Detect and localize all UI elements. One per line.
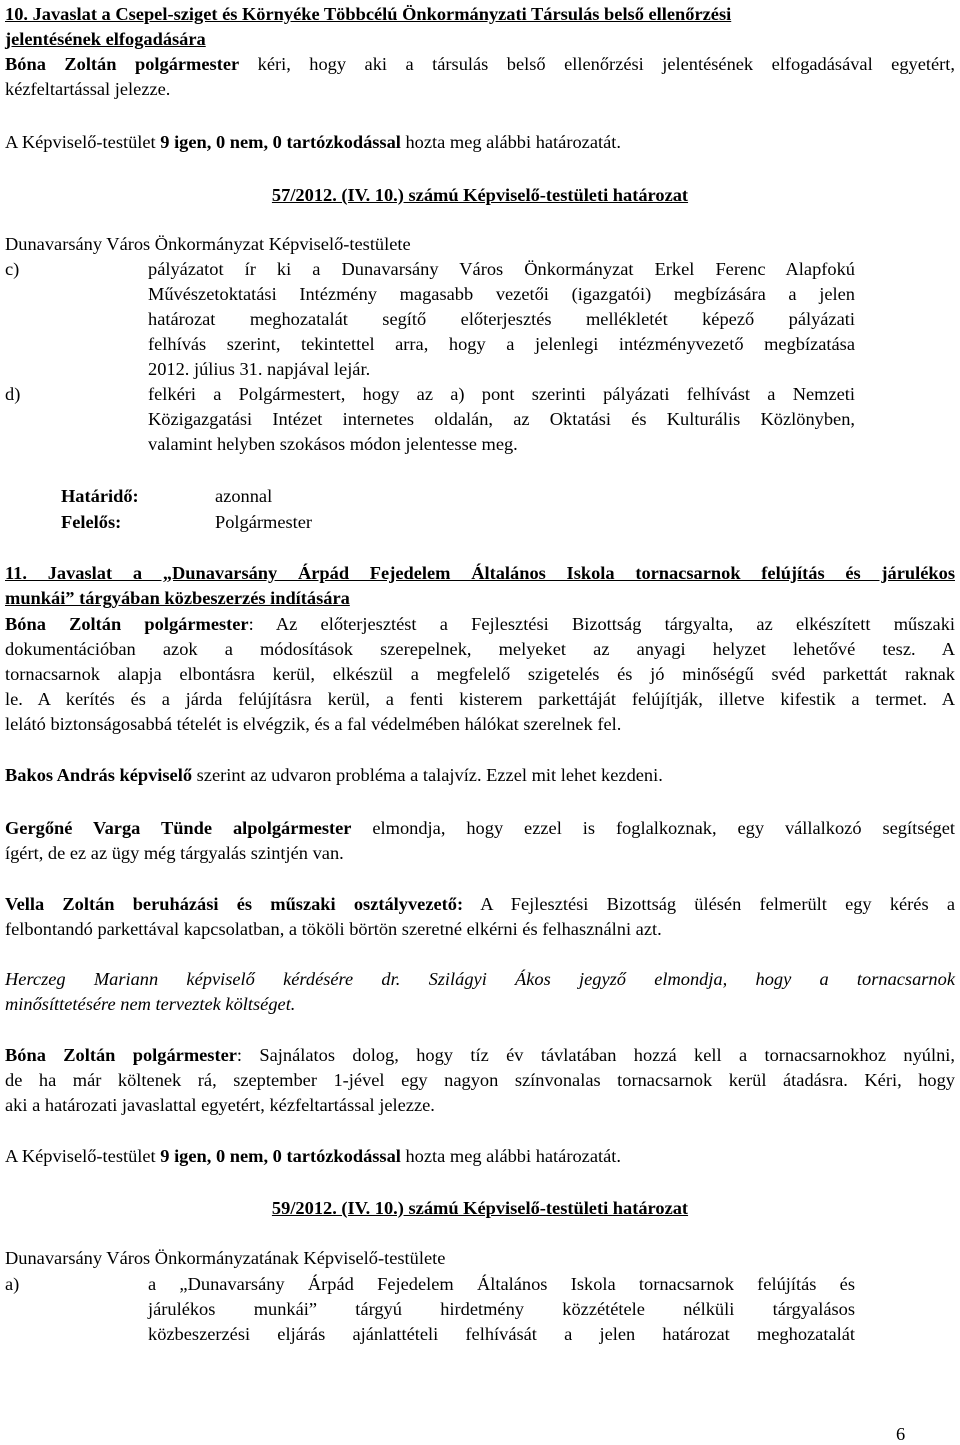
item11-p1-line: lelátó biztonságosabbá tételét is elvégzik, és a fal védelmében hálókat szerelnek fel. — [5, 714, 622, 734]
point-c-line: 2012. július 31. napjával lejár. — [148, 359, 371, 379]
deadline-label: Határidő: — [61, 486, 139, 506]
item11-p1-line: dokumentációban azok a módosítások szerepelnek, melyeket az anyagi helyzet lehetővé tesz. A — [5, 639, 955, 659]
point-c-line: határozat meghozatalát segítő előterjesztés mellékletét képező pályázati — [148, 309, 855, 329]
item11-p2 — [5, 764, 663, 786]
speaker: Bóna Zoltán polgármester — [5, 1045, 237, 1065]
item11-p4-line1 — [5, 893, 955, 915]
speaker: Bakos András képviselő — [5, 765, 193, 785]
text: : Sajnálatos dolog, hogy tíz év távlatában hozzá kell a tornacsarnokhoz nyúlni, — [236, 1045, 955, 1065]
item11-p6-line2: de ha már költenek rá, szeptember 1-jével egy nagyon színvonalas tornacsarnok kerül átadásra. Kéri, hogy — [5, 1070, 955, 1090]
item11-p4-line2: felbontandó parkettával kapcsolatban, a tököli börtön szeretné elkérni és felhasználni azt. — [5, 919, 662, 939]
point-c-line: felhívás szerint, tekintettel arra, hogy a jelenlegi intézményvezető megbízatása — [148, 334, 855, 354]
speaker: Gergőné Varga Tünde alpolgármester — [5, 818, 352, 838]
vote-pre: A Képviselő-testület — [5, 1146, 161, 1166]
point-a-line: járulékos munkái” tárgyú hirdetmény közzététele nélküli tárgyalásos — [148, 1299, 855, 1319]
deadline-value: azonnal — [215, 486, 273, 506]
item11-p1-line: tornacsarnok alapja elbontásra kerül, elkészül a megfelelő szigetelés és jó minőségű svéd parkettát raknak — [5, 664, 955, 684]
point-d-line: felkéri a Polgármestert, hogy az a) pont szerinti pályázati felhívást a Nemzeti — [148, 384, 855, 404]
text: kéri, hogy aki a társulás belső ellenőrzési jelentésének elfogadásával egyetért, — [239, 54, 955, 74]
point-c-line: Művészetoktatási Intézmény magasabb vezetői (igazgatói) megbízására a jelen — [148, 284, 855, 304]
item11-p5-line2: minősíttetésére nem terveztek költséget. — [5, 994, 296, 1014]
item10-text-line2: kézfeltartással jelezze. — [5, 79, 171, 99]
item11-vote — [5, 1145, 621, 1167]
item11-p1-line1 — [5, 613, 955, 635]
vote-count: 9 igen, 0 nem, 0 tartózkodással — [160, 1146, 401, 1166]
point-d-line: valamint helyben szokásos módon jelentesse meg. — [148, 434, 518, 454]
point-d-label: d) — [5, 384, 21, 404]
item11-p3-line2: ígért, de ez az ügy még tárgyalás szintjén van. — [5, 843, 344, 863]
item11-p1-line: le. A kerítés és a járda felújításra kerül, a fenti kisterem parkettáját felújítják, illetve kifestik a termet. A — [5, 689, 955, 709]
point-d-line: Közigazgatási Intézet internetes oldalán, az Oktatási és Kulturális Közlönyben, — [148, 409, 855, 429]
item11-p6-line1 — [5, 1044, 955, 1066]
vote-post: hozta meg alábbi határozatát. — [400, 1146, 621, 1166]
item10-heading-line1: 10. Javaslat a Csepel-sziget és Környéke Többcélú Önkormányzati Társulás belső ellenőrzési — [5, 4, 732, 24]
resolution-59-body: Dunavarsány Város Önkormányzatának Képviselő-testülete — [5, 1248, 446, 1268]
item11-p3-line1 — [5, 817, 955, 839]
point-a-line: a „Dunavarsány Árpád Fejedelem Általános Iskola tornacsarnok felújítás és — [148, 1274, 855, 1294]
speaker: Bóna Zoltán polgármester — [5, 54, 240, 74]
resolution-59-title: 59/2012. (IV. 10.) számú Képviselő-testületi határozat — [271, 1198, 689, 1218]
text: szerint az udvaron probléma a talajvíz. Ezzel mit lehet kezdeni. — [192, 765, 663, 785]
point-a-label: a) — [5, 1274, 20, 1294]
item11-p5-line1: Herczeg Mariann képviselő kérdésére dr. Szilágyi Ákos jegyző elmondja, hogy a tornacsarnok — [5, 969, 955, 989]
point-c-line: pályázatot ír ki a Dunavarsány Város Önkormányzat Erkel Ferenc Alapfokú — [148, 259, 855, 279]
text: : Az előterjesztést a Fejlesztési Bizottság tárgyalta, az elkészített műszaki — [248, 614, 955, 634]
item10-heading-line2: jelentésének elfogadására — [5, 29, 206, 49]
page-number: 6 — [896, 1424, 906, 1444]
speaker: Vella Zoltán beruházási és műszaki osztályvezető: — [5, 894, 464, 914]
vote-count: 9 igen, 0 nem, 0 tartózkodással — [160, 132, 401, 152]
item10-vote — [5, 131, 621, 153]
resolution-57-title: 57/2012. (IV. 10.) számú Képviselő-testületi határozat — [271, 185, 689, 205]
responsible-value: Polgármester — [215, 512, 313, 532]
point-c-label: c) — [5, 259, 20, 279]
item10-text-line1 — [5, 53, 955, 75]
responsible-label: Felelős: — [61, 512, 122, 532]
item11-heading-line2: munkái” tárgyában közbeszerzés indítására — [5, 588, 350, 608]
item11-p6-line3: aki a határozati javaslattal egyetért, kézfeltartással jelezze. — [5, 1095, 435, 1115]
vote-pre: A Képviselő-testület — [5, 132, 161, 152]
text: A Fejlesztési Bizottság ülésén felmerült egy kérés a — [463, 894, 955, 914]
text: elmondja, hogy ezzel is foglalkoznak, egy vállalkozó segítséget — [351, 818, 955, 838]
resolution-57-body: Dunavarsány Város Önkormányzat Képviselő-testülete — [5, 234, 411, 254]
point-a-line: közbeszerzési eljárás ajánlattételi felhívását a jelen határozat meghozatalát — [148, 1324, 855, 1344]
item11-heading-line1: 11. Javaslat a „Dunavarsány Árpád Fejedelem Általános Iskola tornacsarnok felújítás és járulékos — [5, 563, 955, 583]
speaker: Bóna Zoltán polgármester — [5, 614, 249, 634]
vote-post: hozta meg alábbi határozatát. — [400, 132, 621, 152]
